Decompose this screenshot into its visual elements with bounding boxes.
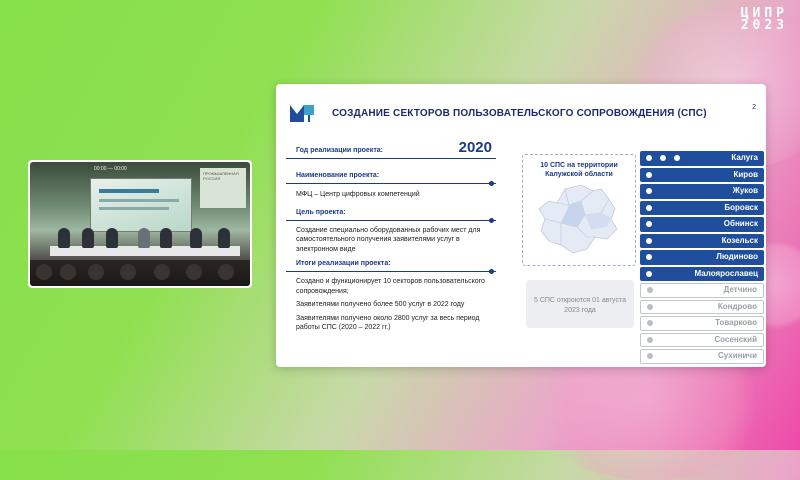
bullet-dot-icon xyxy=(489,269,494,274)
city-active xyxy=(640,168,764,183)
result-item: Создано и функционирует 10 секторов пользовательского сопровождения; xyxy=(296,278,485,295)
city-label: Детчино xyxy=(723,285,757,294)
city-label: Людиново xyxy=(716,252,758,261)
project-name: МФЦ – Центр цифровых компетенций xyxy=(296,191,420,198)
result-item: Заявителями получено около 2800 услуг за весь период работы СПС (2020 – 2022 гг.) xyxy=(296,314,480,331)
dot-icon xyxy=(646,254,652,260)
goal-label: Цель проекта: xyxy=(296,208,346,216)
city-label: Товарково xyxy=(715,318,757,327)
dot-icon xyxy=(646,205,652,211)
cities-list xyxy=(640,151,764,366)
year-value: 2020 xyxy=(458,139,492,156)
audience xyxy=(30,260,250,286)
bullet-dot-icon xyxy=(489,218,494,223)
slide-page-number: 2 xyxy=(752,104,756,111)
name-heading xyxy=(286,169,496,184)
dot-icon xyxy=(647,353,653,359)
result-item: Заявителями получено более 500 услуг в 2022 году xyxy=(296,301,465,308)
name-label: Наименование проекта: xyxy=(296,172,380,179)
mfc-logo-icon xyxy=(288,102,318,124)
city-planned xyxy=(640,300,764,315)
bullet-dot-icon xyxy=(489,181,494,186)
dot-icon xyxy=(646,172,652,178)
city-label: Калуга xyxy=(731,153,758,162)
results-label: Итоги реализации проекта: xyxy=(296,260,391,267)
stage-banner xyxy=(200,168,246,208)
slide-title: СОЗДАНИЕ СЕКТОРОВ ПОЛЬЗОВАТЕЛЬСКОГО СОПРОВОЖДЕНИЯ (СПС) xyxy=(332,108,707,119)
city-active xyxy=(640,234,764,249)
year-label: Год реализации проекта: xyxy=(296,147,383,154)
city-label: Киров xyxy=(733,169,758,179)
city-planned xyxy=(640,333,764,348)
city-planned xyxy=(640,349,764,364)
event-logo xyxy=(741,8,788,32)
city-label: Боровск xyxy=(724,202,758,212)
panel-speakers xyxy=(40,224,240,248)
city-label: Жуков xyxy=(732,186,758,195)
city-label: Обнинск xyxy=(723,219,758,228)
year-heading xyxy=(286,139,496,159)
event-logo-line2: 2023 xyxy=(740,18,788,33)
city-label: Сосенский xyxy=(714,334,757,344)
event-logo-line1: ЦИПР xyxy=(740,6,788,21)
city-planned xyxy=(640,316,764,331)
city-active xyxy=(640,267,764,282)
dot-icon xyxy=(646,271,652,277)
map-title: 10 СПС на территории Калужской области xyxy=(540,162,618,178)
region-map xyxy=(522,154,636,266)
video-frame xyxy=(30,162,250,286)
opening-note xyxy=(526,280,634,328)
dot-icon xyxy=(646,188,652,194)
dot-icon xyxy=(660,155,666,161)
stage-time: 00:00 — 00:00 xyxy=(94,166,127,172)
city-label: Кондрово xyxy=(717,301,757,311)
project-info xyxy=(286,139,496,333)
city-label: Сухиничи xyxy=(717,351,757,360)
kaluga-region-map-icon xyxy=(535,183,623,255)
dot-icon xyxy=(647,287,653,293)
city-active xyxy=(640,250,764,265)
dot-icon xyxy=(647,320,653,326)
city-label: Козельск xyxy=(721,235,758,245)
dot-icon xyxy=(674,155,680,161)
presentation-slide xyxy=(276,84,766,367)
opening-note-text: 5 СПС откроются 01 августа 2023 года xyxy=(533,297,626,314)
dot-icon xyxy=(647,304,653,310)
city-active xyxy=(640,151,764,166)
dot-icon xyxy=(646,238,652,244)
stage-banner-text: ПРОМЫШЛЕННАЯ РОССИЯ xyxy=(203,171,239,181)
speaker-video[interactable] xyxy=(28,160,252,288)
city-active xyxy=(640,201,764,216)
city-label: Малоярославец xyxy=(694,268,758,278)
city-active xyxy=(640,217,764,232)
dot-icon xyxy=(647,337,653,343)
city-planned xyxy=(640,283,764,298)
project-goal: Создание специально оборудованных рабочих мест для самостоятельного получения заявителями услуг в электронном виде xyxy=(296,226,481,253)
city-active xyxy=(640,184,764,199)
goal-heading xyxy=(286,206,496,221)
dot-icon xyxy=(646,155,652,161)
results-heading xyxy=(286,257,496,272)
dot-icon xyxy=(646,221,652,227)
